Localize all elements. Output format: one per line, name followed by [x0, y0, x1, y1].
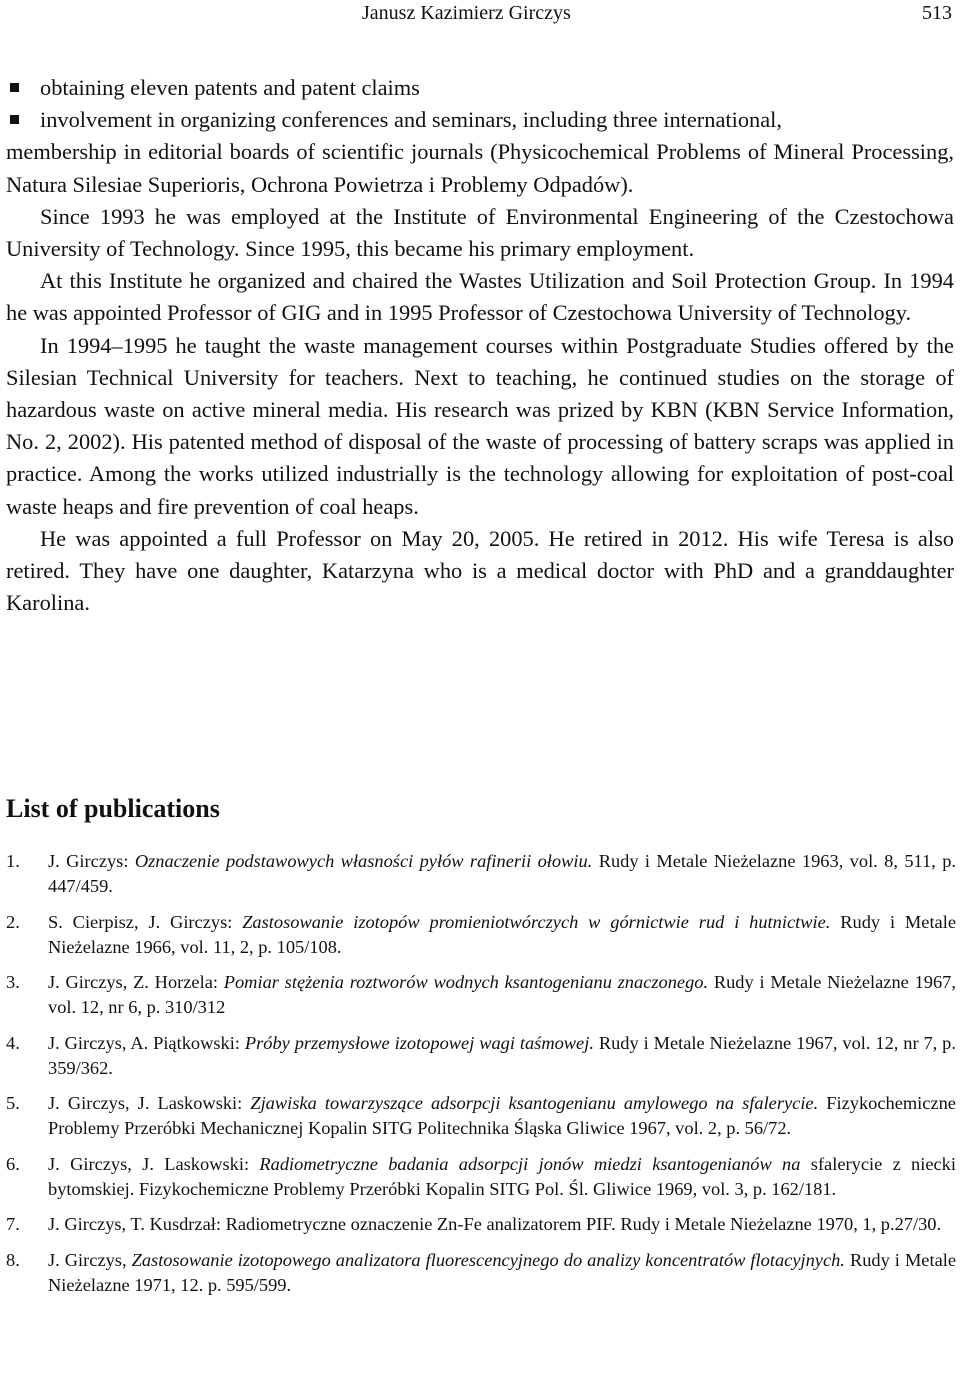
publication-source: sfalerycie z niecki bytomskiej. Fizykochemiczne Problemy Przeróbki Kopalin SITG Pol. Śl. Gliwice 1969, vol. 3, p. 162/181. [48, 1153, 956, 1199]
publication-source: Rudy i Metale Nieżelazne 1966, vol. 11, 2, p. 105/108. [48, 911, 956, 957]
publication-source: Radiometryczne oznaczenie Zn-Fe analizatorem PIF. Rudy i Metale Nieżelazne 1970, 1, p.27/30. [225, 1214, 942, 1234]
publication-source: Rudy i Metale Nieżelazne 1963, vol. 8, 511, p. 447/459. [48, 851, 957, 896]
publication-source: Rudy i Metale Nieżelazne 1967, vol. 12, nr 7, p. 359/362. [48, 1032, 956, 1078]
publication-item [6, 910, 956, 960]
publication-authors: J. Girczys, J. Laskowski: [48, 1153, 250, 1174]
paragraph: membership in editorial boards of scientific journals (Physicochemical Problems of Mineral Processing, Natura Silesiae Superioris, Ochrona Powietrza i Problemy Odpadów). [6, 139, 954, 197]
publication-source: Rudy i Metale Nieżelazne 1967, vol. 12, nr 6, p. 310/312 [48, 972, 956, 1017]
publication-number: 5. [6, 1093, 20, 1113]
paragraph: At this Institute he organized and chaired the Wastes Utilization and Soil Protection Group. In 1994 he was appointed Professor of GIG and in 1995 Professor of Czestochowa University of Technology. [6, 268, 954, 326]
body-text [6, 72, 954, 619]
publication-item [6, 1248, 956, 1298]
publication-authors: J. Girczys, J. Laskowski: [48, 1093, 243, 1113]
publication-source: Fizykochemiczne Problemy Przeróbki Mechanicznej Kopalin SITG Politechnika Śląska Gliwice 1967, vol. 2, p. 56/72. [48, 1093, 956, 1138]
bullet-text: involvement in organizing conferences and seminars, including three international, [40, 107, 782, 133]
publication-item [6, 849, 956, 899]
publication-item [6, 1091, 956, 1141]
publication-item [6, 1152, 956, 1202]
publication-number: 8. [6, 1249, 20, 1270]
square-bullet-icon [10, 115, 19, 124]
publication-authors: J. Girczys: [48, 851, 129, 871]
publication-authors: J. Girczys, T. Kusdrzał: [48, 1214, 221, 1234]
publication-title: Zastosowanie izotopowego analizatora fluorescencyjnego do analizy koncentratów flotacyjnych. [131, 1249, 845, 1270]
paragraph: Since 1993 he was employed at the Institute of Environmental Engineering of the Czestochowa University of Technology. Since 1995, this became his primary employment. [6, 203, 954, 262]
bullet-item [6, 104, 954, 136]
publication-source: Rudy i Metale Nieżelazne 1971, 12. p. 595/599. [48, 1249, 956, 1295]
paragraph: In 1994–1995 he taught the waste management courses within Postgraduate Studies offered by the Silesian Technical University for teachers. Next to teaching, he continued studies on the storage of hazardous waste on active mineral media. His research was prized by KBN (KBN Service Information, No. 2, 2002). His patented method of disposal of the waste of processing of battery scraps was applied in practice. Among the works utilized industrially is the technology allowing for exploitation of post-coal waste heaps and fire prevention of coal heaps. [6, 332, 954, 519]
publication-item [6, 1212, 956, 1237]
publication-number: 2. [6, 911, 20, 932]
publication-authors: J. Girczys, A. Piątkowski: [48, 1032, 240, 1053]
square-bullet-icon [10, 83, 19, 92]
bullet-item [6, 72, 954, 104]
page-number: 513 [922, 2, 952, 24]
publication-number: 3. [6, 972, 20, 992]
publication-title: Próby przemysłowe izotopowej wagi taśmowej. [244, 1032, 594, 1053]
publication-number: 4. [6, 1032, 20, 1053]
publication-authors: J. Girczys, Z. Horzela: [48, 972, 218, 992]
publication-item [6, 1031, 956, 1081]
section-title: List of publications [6, 794, 220, 823]
publication-number: 7. [6, 1214, 20, 1234]
publication-item [6, 970, 956, 1020]
publication-title: Zjawiska towarzyszące adsorpcji ksantogenianu amylowego na sfalerycie. [250, 1093, 819, 1113]
publication-title: Oznaczenie podstawowych własności pyłów rafinerii ołowiu. [134, 851, 593, 871]
page-header [0, 0, 960, 28]
publication-number: 1. [6, 851, 20, 871]
publication-title: Zastosowanie izotopów promieniotwórczych w górnictwie rud i hutnictwie. [242, 911, 831, 932]
bullet-text: obtaining eleven patents and patent claims [40, 75, 420, 100]
publication-title: Radiometryczne badania adsorpcji jonów miedzi ksantogenianów na [259, 1153, 801, 1174]
paragraph: He was appointed a full Professor on May 20, 2005. He retired in 2012. His wife Teresa is also retired. They have one daughter, Katarzyna who is a medical doctor with PhD and a granddaughter Karolina. [6, 525, 954, 616]
publication-authors: S. Cierpisz, J. Girczys: [48, 911, 233, 932]
publication-number: 6. [6, 1153, 20, 1174]
publication-list [6, 849, 956, 1298]
running-head-author: Janusz Kazimierz Girczys [362, 2, 571, 24]
publication-title: Pomiar stężenia roztworów wodnych ksantogenianu znaczonego. [223, 972, 709, 992]
publication-authors: J. Girczys, [48, 1249, 127, 1270]
